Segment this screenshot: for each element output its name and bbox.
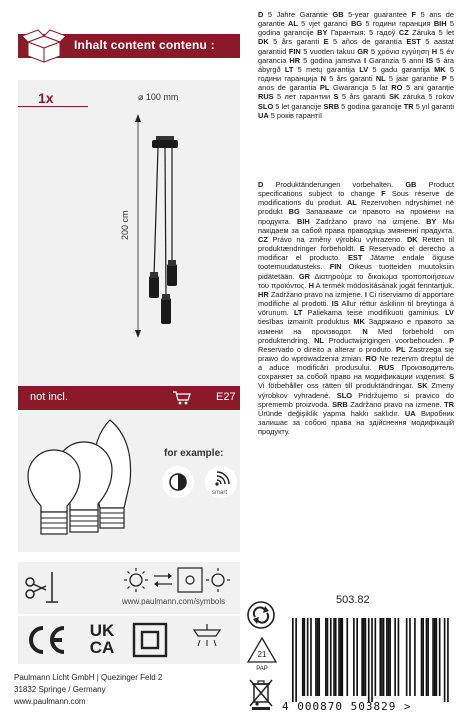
rights-text: Retten til produktændringer forbeholdt. (258, 234, 454, 254)
barcode-bar (292, 618, 294, 702)
rights-code: EST (347, 253, 363, 263)
recycle-icon (246, 600, 276, 630)
barcode-bar (363, 618, 365, 696)
symbols-website[interactable]: www.paulmann.com/symbols (122, 597, 226, 606)
guarantee-text: 5 χρόνια εγγύηση (368, 46, 432, 56)
guarantee-code: P (441, 74, 447, 84)
rights-text: Produktänderungen vorbehalten. (263, 180, 406, 189)
rights-text: Med forbehold om produktendring. (258, 326, 454, 345)
rights-code: CZ (258, 234, 268, 244)
guarantee-code: AL (288, 19, 298, 29)
guarantee-code: E (323, 37, 329, 47)
rights-code: SK (417, 381, 428, 391)
rights-code: H (308, 280, 314, 290)
rights-code: MK (353, 317, 365, 327)
lamp-dimming-icon (186, 622, 228, 648)
ukca-mark-icon (82, 620, 122, 660)
quantity-label: 1x (38, 90, 54, 106)
rights-text: Zastrzega się prawo do wprowadzenia zmian. (258, 344, 454, 363)
ce-mark-icon (24, 620, 68, 660)
barcode-bar (389, 618, 391, 696)
guarantee-text: 5 ans de garantie (258, 10, 454, 29)
rights-code: PL (396, 344, 406, 354)
guarantee-code: MK (434, 64, 446, 74)
not-included-banner (18, 386, 240, 410)
rights-code: E (359, 244, 365, 254)
company-address (14, 672, 162, 708)
rights-text: Виробник залишає за собою права на здійснення модифікацій продукту. (258, 408, 455, 437)
barcode-bar (388, 618, 390, 696)
barcode-bar (333, 618, 335, 696)
guarantee-text: 5-year guarantee (343, 10, 412, 19)
guarantee-text: 5 aastat garantiid (258, 37, 454, 56)
barcode-bar (426, 618, 428, 696)
guarantee-code: GB (332, 10, 344, 19)
guarantee-text: 5 anos de garantia (258, 74, 454, 93)
barcode-bar (439, 618, 441, 696)
rights-code: LV (445, 308, 454, 318)
rights-text: Reservado el derecho a modificar el producto. (258, 244, 454, 263)
socket-cart-icon (172, 390, 192, 406)
guarantee-text: 5 ani garanție (402, 83, 454, 93)
dimmable-icon (162, 466, 194, 498)
guarantee-code: I (363, 55, 366, 65)
barcode-bar (381, 618, 383, 696)
rights-text: Запазваме си правото на промени на продукта. (258, 207, 454, 226)
barcode-digits: 4 000870 503829 > (282, 700, 412, 713)
pap-recycling-triangle-icon (246, 636, 278, 672)
quantity-underline (18, 106, 88, 107)
barcode-bar (398, 618, 400, 696)
guarantee-code: PL (319, 83, 330, 93)
barcode-bar (361, 618, 363, 696)
rights-code: RUS (378, 363, 395, 373)
barcode-bar (304, 618, 306, 696)
guarantee-text: 5 års garanti (325, 74, 376, 84)
rights-text: Jätame endale õiguse tootemuudatusteks. (258, 253, 454, 272)
guarantee-text: 5 gadu garantija (368, 64, 435, 74)
rights-code: TR (444, 399, 454, 409)
barcode-bar (444, 618, 446, 702)
rights-text: Oikeus tuotteiden muutoksiin pidätetään. (258, 262, 454, 281)
rights-text: Reservado o direito a alterar o produto. (258, 344, 397, 354)
barcode-bar (353, 618, 355, 696)
guarantee-code: LV (359, 64, 369, 74)
barcode-bar (422, 618, 424, 696)
rights-code: IS (331, 299, 339, 309)
guarantee-text: Gwarancja 5 lat (329, 83, 392, 93)
rights-code: AL (346, 198, 357, 208)
barcode-bar (394, 618, 396, 696)
barcode-bar (315, 618, 317, 696)
rights-text: Ne rezervm dreptul de a aduce modificări produsului. (258, 353, 454, 373)
rights-code: P (449, 335, 454, 345)
barcode-bar (338, 618, 340, 696)
guarantee-code: BIH (433, 19, 447, 29)
barcode-bar (447, 618, 449, 702)
rights-code: SLO (336, 390, 352, 400)
guarantee-text: Záruka 5 let (408, 28, 455, 38)
socket-type-label: E27 (216, 391, 236, 403)
barcode-bar (406, 618, 408, 696)
guarantee-code: GR (357, 46, 369, 56)
rights-code: BG (288, 207, 300, 217)
guarantee-code: CZ (398, 28, 409, 38)
guarantee-text: 5 godina garancije (339, 101, 404, 111)
barcode-bar (409, 618, 411, 696)
rights-text: Product specifications subject to change (258, 180, 454, 199)
barcode-bar (434, 618, 436, 696)
rights-code: NL (314, 335, 324, 345)
barcode-bar (379, 618, 381, 696)
rights-text: Διατηρούμε το δικαίωμα τροποποιήσεων του προϊόντος. (258, 271, 454, 290)
ukca-top: UK (89, 621, 115, 640)
guarantee-text: 5 jaar garantie (385, 74, 442, 84)
article-number: 503.82 (336, 594, 370, 606)
barcode-bar (436, 618, 438, 696)
rights-code: SRB (332, 399, 348, 409)
guarantee-text: 5 metų garantija (293, 64, 360, 74)
rights-code: GB (405, 180, 417, 189)
guarantee-code: NL (375, 74, 386, 84)
guarantee-code: SK (389, 92, 400, 102)
rights-code: GR (298, 271, 311, 281)
barcode-bar (307, 618, 309, 696)
rights-code: S (449, 372, 454, 382)
guarantee-code: FIN (288, 46, 301, 56)
barcode-bar (340, 618, 342, 696)
barcode-bar (421, 618, 423, 696)
guarantee-code: LT (284, 64, 294, 74)
barcode-bar (386, 618, 388, 696)
barcode-bar (317, 618, 319, 696)
barcode-bar (295, 618, 297, 702)
barcode-bar (318, 618, 320, 696)
rights-text: tiesības izmainīt produktus (258, 317, 354, 327)
light-bulbs-illustration (24, 412, 154, 542)
guarantee-code: RO (391, 83, 403, 93)
guarantee-code: H (431, 46, 438, 56)
barcode-bar (327, 618, 329, 696)
rights-text: A termék módosításának jogát fenntartjuk. (313, 280, 454, 290)
barcode-bar (368, 618, 370, 702)
rights-text: Задржано е правото за измени на производот. (258, 317, 454, 336)
guarantee-code: SRB (323, 101, 340, 111)
rights-text: Zmeny výrobkov vyhradené. (258, 381, 455, 400)
product-rights-text (258, 180, 454, 436)
recycling-number: 21 (257, 650, 267, 659)
rights-code: I (364, 289, 367, 299)
guarantee-code: HR (289, 55, 301, 65)
guarantee-text: 5 yıl garanti (413, 101, 454, 111)
guarantee-text: 5 vuoden takuu (300, 46, 358, 56)
rights-text: Productwijzigingen voorbehouden. (323, 335, 450, 345)
barcode-bar (346, 618, 348, 696)
guarantee-code: RUS (258, 92, 274, 102)
rights-code: RO (365, 353, 377, 363)
barcode-bar (427, 618, 429, 696)
rights-code: LT (293, 308, 303, 318)
rights-text: Zadržano pravo na izmjene. (309, 216, 427, 226)
smart-label: smart (212, 490, 227, 496)
guarantee-text: 5 лет гарантии (273, 92, 334, 102)
ambient-temperature-icon (122, 566, 232, 594)
guarantee-code: BG (350, 19, 363, 29)
guarantee-text: Garanzia 5 anni (366, 55, 427, 65)
guarantee-text: 5 años de garantía (328, 37, 407, 47)
content-heading: Inhalt content contenu : (74, 38, 215, 52)
crossed-bin-icon (248, 676, 274, 710)
rights-code: D (258, 180, 264, 189)
rights-text: Právo na změny výrobku vyhrazeno. (267, 234, 407, 244)
rights-text: Sous réserve de modifications du produit. (258, 189, 454, 208)
barcode-bar (365, 618, 367, 696)
barcode-bar (356, 618, 358, 696)
barcode-bar (383, 618, 385, 696)
guarantee-code: SLO (258, 101, 274, 111)
rights-text: Zadržano pravo na izmene. (347, 399, 445, 409)
rights-text: Zadržano pravo na izmjene. (268, 289, 365, 299)
guarantee-code: EST (406, 37, 421, 47)
diameter-label: ⌀ 100 mm (138, 92, 179, 102)
barcode-bar (302, 618, 304, 696)
guarantee-text: 5 év garancia (258, 46, 455, 65)
guarantee-code: TR (403, 101, 414, 111)
rights-code: BY (426, 216, 437, 226)
rights-code: HR (258, 289, 269, 299)
rights-text: Rezervohen ndryshimet në produkt (258, 198, 454, 217)
rights-code: F (381, 189, 386, 199)
ukca-bottom: CA (89, 638, 115, 657)
rights-text: Allur réttur áskilinn til breytinga á vörunum. (258, 299, 454, 318)
barcode-bar (375, 618, 377, 696)
guarantee-text: 5 години гаранција (258, 64, 454, 84)
guarantee-code: S (333, 92, 339, 102)
rights-text: Производитель сохраняет за собой право на модификации изделия. (258, 363, 454, 382)
rights-text: Pridržujemo si pravico do sprememb proizvoda. (258, 390, 455, 409)
guarantee-text: 5 ára ábyrgð (258, 55, 454, 74)
guarantee-text: 5 let garancije (273, 101, 324, 111)
company-website[interactable]: www.paulmann.com (14, 697, 86, 706)
barcode-bar (335, 618, 337, 696)
rights-text: Мы пакідаем за сабой права праводзіць змяненні прадукта. (258, 216, 454, 235)
box-icon (22, 28, 66, 64)
barcode-bar (371, 618, 373, 702)
recycling-label: PAP (256, 666, 268, 672)
company-line-1: Paulmann Licht GmbH | Quezinger Feld 2 (14, 673, 163, 682)
guarantee-text: záruka 5 rokov (399, 92, 454, 102)
protection-class-ii-icon (130, 620, 170, 660)
guarantee-code: DK (258, 37, 269, 47)
rights-text: Ci riserviamo di apportare modifiche al prodotti. (258, 289, 455, 309)
barcode-bar (310, 618, 312, 696)
guarantee-text: 5 års garanti (268, 37, 324, 47)
guarantee-text: 5 godina garancije (258, 19, 454, 38)
rights-text: Vi förbehåller oss rätten till produktändringar. (258, 381, 418, 391)
guarantee-code: D (258, 10, 264, 19)
not-included-label: not incl. (30, 391, 68, 403)
rights-code: FIN (329, 262, 342, 272)
guarantee-text: 5 vjet garanci (297, 19, 351, 29)
company-line-2: 31832 Springe / Germany (14, 685, 106, 694)
guarantee-code: UA (258, 110, 269, 120)
barcode-bar (330, 618, 332, 696)
rights-text: Paliekama teisė modifikuoti gaminius. (302, 308, 446, 318)
guarantee-code: F (411, 10, 417, 19)
guarantee-code: IS (426, 55, 434, 65)
guarantee-code: BY (317, 28, 328, 38)
rights-text: Üründe değişiklik yapma hakkı saklıdır. (258, 408, 405, 418)
barcode-bar (342, 618, 344, 696)
rights-code: N (362, 326, 368, 336)
guarantee-text: 5 års garanti (338, 92, 390, 102)
guarantee-text (258, 10, 454, 120)
barcode-bar (325, 618, 327, 696)
rights-code: DK (406, 234, 418, 244)
ean-barcode (282, 618, 458, 702)
guarantee-text: 5 godina jamstva (300, 55, 364, 65)
guarantee-code: N (320, 74, 326, 84)
barcode-bar (432, 618, 434, 696)
pendant-lamp-drawing (128, 100, 208, 350)
height-label: 200 cm (120, 210, 130, 240)
scissors-icon (22, 568, 62, 608)
guarantee-text: 5 Jahre Garantie (263, 10, 333, 19)
guarantee-text: 5 років гарантії (268, 110, 323, 120)
barcode-bar (414, 618, 416, 696)
guarantee-text: 5 години гаранция (362, 19, 434, 29)
rights-code: UA (404, 408, 416, 418)
guarantee-text: Гарантыя: 5 гадоў (327, 28, 399, 38)
rights-code: BIH (297, 216, 310, 226)
for-example-label: for example: (164, 448, 224, 459)
